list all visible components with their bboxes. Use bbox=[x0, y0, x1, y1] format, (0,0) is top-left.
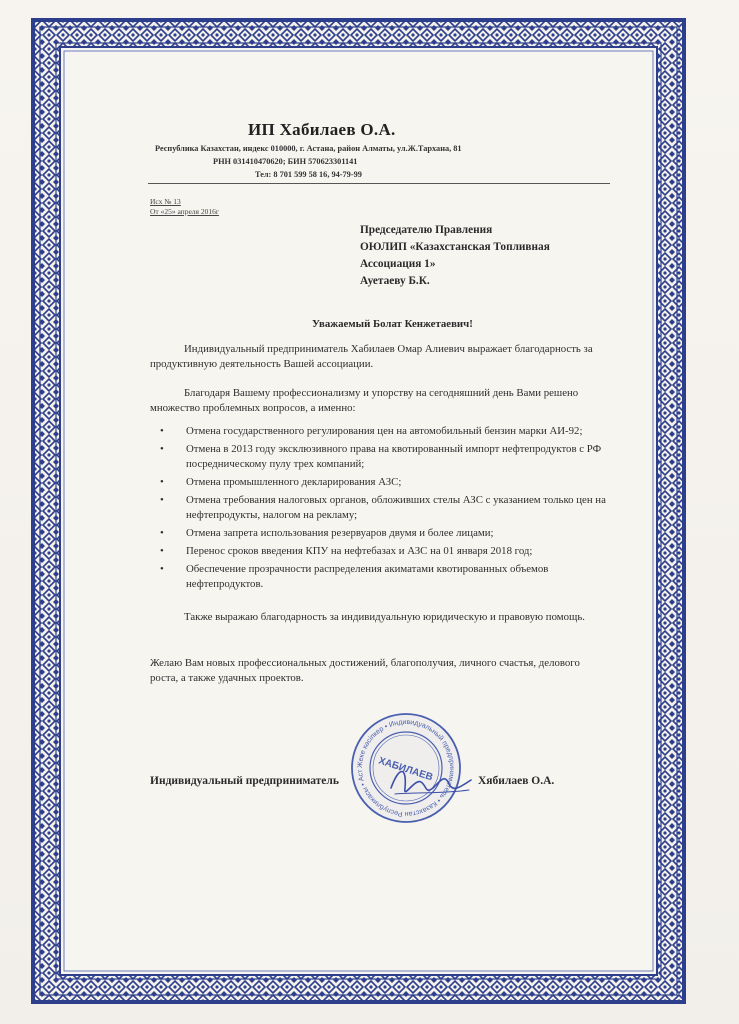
addressee-line: Ассоциация 1» bbox=[360, 258, 436, 270]
stamp-ring-text: Жеке кәсіпкер • Индивидуальный предприниматель • Казахстан Республикасы • Аст bbox=[356, 718, 456, 818]
outgoing-date: От «25» апреля 2016г bbox=[150, 207, 219, 216]
bullet-icon: • bbox=[160, 494, 164, 506]
paragraph-legal-thanks: Также выражаю благодарность за индивидуальную юридическую и правовую помощь. bbox=[184, 611, 585, 623]
bullet-icon: • bbox=[160, 545, 164, 557]
paragraph-thanks: Индивидуальный предприниматель Хабилаев Омар Алиевич выражает благодарность за продуктивную деятельность Вашей ассоциации. bbox=[150, 343, 593, 370]
achievements-list bbox=[160, 424, 610, 595]
list-item: • Обеспечение прозрачности распределения акиматами квотированных объемов нефтепродуктов. bbox=[160, 563, 549, 590]
list-item: • Перенос сроков введения КПУ на нефтебазах и АЗС на 01 января 2018 год; bbox=[160, 545, 533, 557]
bullet-icon: • bbox=[160, 563, 164, 575]
letterhead-divider bbox=[148, 183, 610, 184]
list-item: • Отмена требования налоговых органов, обложивших стелы АЗС с указанием только цен на нефтепродукты, налогом на рекламу; bbox=[160, 494, 606, 521]
signer-position: Индивидуальный предприниматель bbox=[150, 775, 339, 787]
outgoing-number: Исх № 13 bbox=[150, 197, 181, 206]
bullet-icon: • bbox=[160, 476, 164, 488]
list-item: • Отмена в 2013 году эксклюзивного права на квотированный импорт нефтепродуктов с РФ посредническому пулу трех компаний; bbox=[160, 443, 602, 470]
addressee-line: Председателю Правления bbox=[360, 224, 493, 236]
bullet-icon: • bbox=[160, 443, 164, 455]
letterhead-address: Республика Казахстан, индекс 010000, г. Астана, район Алматы, ул.Ж.Тархана, 81 bbox=[155, 144, 462, 153]
bullet-icon: • bbox=[160, 425, 164, 437]
paragraph-intro-list: Благодаря Вашему профессионализму и упорству на сегодняшний день Вами решено множество проблемных вопросов, а именно: bbox=[150, 387, 579, 414]
letterhead-phone: Тел: 8 701 599 58 16, 94-79-99 bbox=[255, 170, 362, 179]
letterhead-title: ИП Хабилаев О.А. bbox=[248, 120, 396, 139]
greeting: Уважаемый Болат Кенжетаевич! bbox=[312, 318, 473, 330]
signer-name: Хябилаев О.А. bbox=[478, 775, 555, 787]
paragraph-wishes: Желаю Вам новых профессиональных достижений, благополучия, личного счастья, делового роста, а также удачных проектов. bbox=[150, 657, 580, 684]
addressee-line: Ауетаеву Б.К. bbox=[360, 275, 430, 287]
handwritten-signature bbox=[385, 758, 475, 808]
letterhead-ids: РНН 031410470620; БИН 570623301141 bbox=[213, 157, 358, 166]
list-item: • Отмена государственного регулирования цен на автомобильный бензин марки АИ-92; bbox=[160, 425, 583, 437]
list-item: • Отмена промышленного декларирования АЗС; bbox=[160, 476, 402, 488]
addressee-block bbox=[360, 222, 610, 290]
stamp-center-text: ХАБИЛАЕВ bbox=[377, 755, 435, 784]
list-item: • Отмена запрета использования резервуаров двумя и более лицами; bbox=[160, 527, 494, 539]
addressee-line: ОЮЛИП «Казахстанская Топливная bbox=[360, 241, 550, 253]
bullet-icon: • bbox=[160, 527, 164, 539]
